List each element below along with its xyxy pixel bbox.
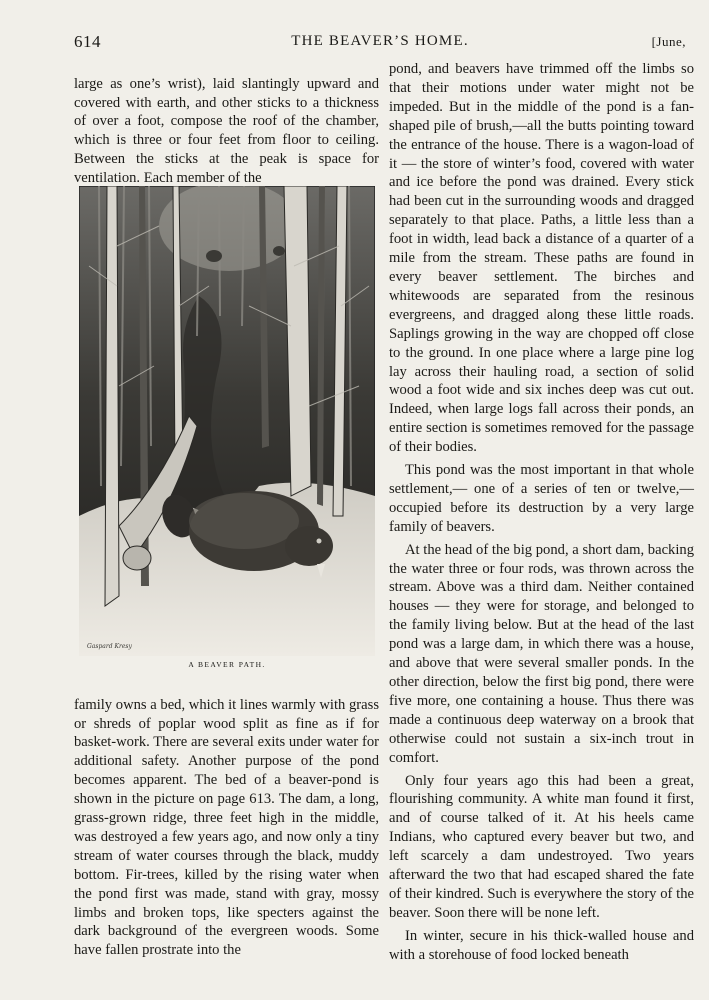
figure-caption: A BEAVER PATH. [188, 660, 266, 669]
issue-month: [June, [651, 34, 686, 49]
paragraph: Only four years ago this had been a great, flourishing community. A white man found it first, and of course talked of it. At his heels came Indians, who captured every beaver but two, and left scarcely a dam undestroyed. Two years afterward the two that had escaped shared the fate of their kindred. Such is everywhere the story of the beaver. Soon there will be none left. [389, 772, 694, 921]
paragraph: large as one’s wrist), laid slantingly upward and covered with earth, and other sticks to a thickness of over a foot, compose the roof of the chamber, which is three or four feet from floor to ceiling. Between the sticks at the peak is space for ventilation. Each member of the [74, 75, 379, 187]
left-column-top [74, 60, 379, 203]
right-column [389, 60, 694, 965]
paragraph: pond, and beavers have trimmed off the limbs so that their motions under water might not be impeded. But in the middle of the pond is a fan-shaped pile of brush,—all the butts pointing toward the entrance of the house. There is a wagon-load of it — the store of winter’s food, covered with water and ice before the pond was drained. Every stick had been cut in the surrounding woods and dragged separately to that place. Paths, a little less than a foot in width, lead back a distance of a quarter of a mile from the stream. These paths are found in every beaver settlement. The birches and whitewoods are separated from the resinous evergreens, and dragged along these little roads. Saplings growing in the way are chopped off close to the ground. In one place where a large pine log lay across their hauling road, a section of solid wood a foot wide and six inches deep was cut out. Indeed, when large logs fall across their ponds, an entire section is sometimes removed for the passage of their bodies. [389, 61, 694, 456]
paragraph: In winter, secure in his thick-walled house and with a storehouse of food locked beneath [389, 927, 694, 963]
paragraph: This pond was the most important in that whole settlement,— one of a series of ten or twelve,— occupied before its destruction by a very large family of beavers. [389, 462, 694, 535]
illustration-beaver-path [79, 186, 375, 656]
artist-signature: Gaspard Kresy [87, 643, 132, 650]
page-number: 614 [74, 32, 101, 51]
illustration-image [79, 186, 375, 656]
running-title: THE BEAVER’S HOME. [291, 33, 469, 49]
running-header [74, 30, 686, 54]
paragraph: family owns a bed, which it lines warmly with grass or shreds of poplar wood split as fine as if for basket-work. There are several exits under water for additional safety. Another purpose of the pond becomes apparent. The bed of a beaver-pond is shown in the picture on page 613. The dam, a long, grass-grown ridge, three feet high in the middle, was destroyed a few years ago, and now only a tiny stream of water courses through the black, muddy bottom. Fir-trees, killed by the rising water when the pond first was made, stand with gray, mossy limbs and broken tops, like specters against the dark background of the evergreen woods. Some have fallen prostrate into the [74, 696, 379, 959]
left-column-bottom [74, 681, 379, 975]
paragraph: At the head of the big pond, a short dam, backing the water three or four rods, was thrown across the stream. Above was a third dam. Neither contained houses — they were for storage, and belonged to the family living below. But at the head of the last pond was a large dam, in which there was a house, and above that were several smaller ponds. In the other direction, below the first big pond, there were five more, one containing a house. Thus there was made a continuous deep waterway on a brook that otherwise could not sustain a six-inch trout in comfort. [389, 541, 694, 766]
